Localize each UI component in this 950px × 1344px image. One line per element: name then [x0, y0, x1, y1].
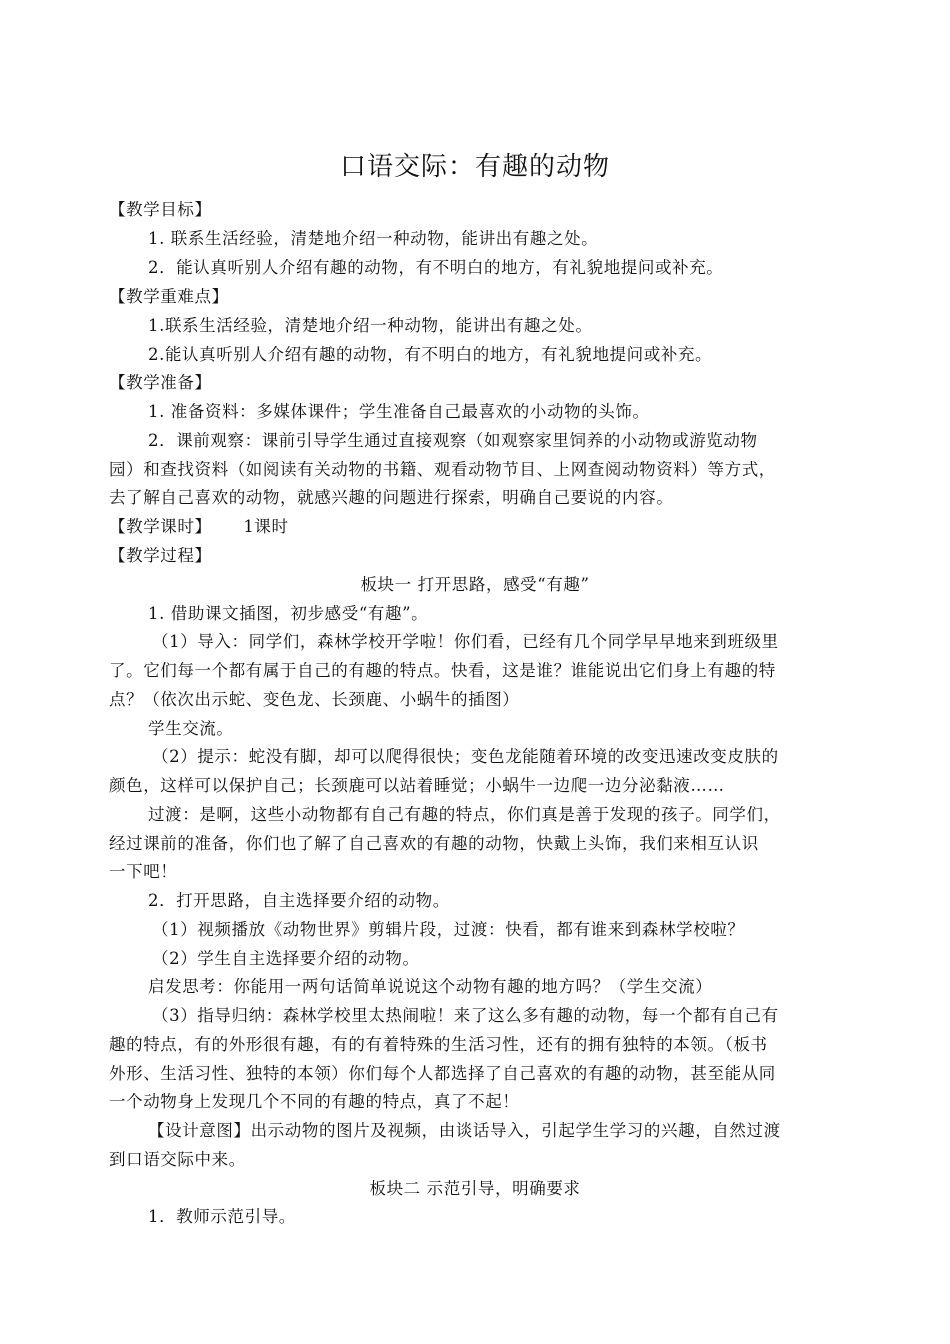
paragraph-line: 1. 借助课文插图，初步感受“有趣”。 [148, 604, 429, 623]
paragraph-line: （1）导入：同学们，森林学校开学啦！你们看，已经有几个同学早早地来到班级里 [152, 632, 779, 651]
section-heading-prep: 【教学准备】 [109, 373, 212, 392]
paragraph-line: 经过课前的准备，你们也了解了自己喜欢的有趣的动物，快戴上头饰，我们来相互认识 [109, 834, 759, 853]
paragraph-line: 学生交流。 [148, 719, 234, 738]
block-title: 板块二 示范引导，明确要求 [369, 1179, 581, 1198]
design-intent-line: 到口语交际中来。 [109, 1150, 246, 1169]
page-title: 口语交际：有趣的动物 [339, 152, 610, 182]
paragraph-line: 启发思考：你能用一两句话简单说说这个动物有趣的地方吗？（学生交流） [148, 977, 713, 996]
paragraph-line: 趣的特点，有的外形很有趣，有的有着特殊的生活习性，还有的拥有独特的本领。（板书 [109, 1035, 768, 1054]
keypoint-item: 2.能认真听别人介绍有趣的动物，有不明白的地方，有礼貌地提问或补充。 [148, 345, 713, 364]
paragraph-line: （1）视频播放《动物世界》剪辑片段，过渡：快看，都有谁来到森林学校啦？ [152, 920, 745, 939]
hours-label: 【教学课时】 [109, 517, 212, 536]
paragraph-line: 一下吧！ [109, 862, 178, 881]
keypoint-item: 1.联系生活经验，清楚地介绍一种动物，能讲出有趣之处。 [148, 316, 593, 335]
paragraph-line: 点？（依次出示蛇、变色龙、长颈鹿、小蜗牛的插图） [109, 690, 520, 709]
prep-item-line: 去了解自己喜欢的动物，就感兴趣的问题进行探索，明确自己要说的内容。 [109, 488, 674, 507]
paragraph-line: 一个动物身上发现几个不同的有趣的特点，真了不起！ [109, 1092, 520, 1111]
goal-item: 1. 联系生活经验，清楚地介绍一种动物，能讲出有趣之处。 [148, 229, 599, 248]
paragraph-line: 1．教师示范引导。 [148, 1207, 296, 1226]
design-intent-line: 【设计意图】出示动物的图片及视频，由谈话导入，引起学生学习的兴趣，自然过渡 [148, 1121, 781, 1140]
prep-item-line: 园）和查找资料（如阅读有关动物的书籍、观看动物节目、上网查阅动物资料）等方式， [109, 460, 776, 479]
section-heading-process: 【教学过程】 [109, 546, 212, 565]
paragraph-line: 外形、生活习性、独特的本领）你们每个人都选择了自己喜欢的有趣的动物，甚至能从同 [109, 1064, 776, 1083]
section-heading-hours [109, 513, 861, 537]
paragraph-line: 了。它们每一个都有属于自己的有趣的特点。快看，这是谁？谁能说出它们身上有趣的特 [109, 661, 776, 680]
paragraph-line: （2）学生自主选择要介绍的动物。 [152, 949, 420, 968]
block-title: 板块一 打开思路，感受“有趣” [360, 575, 590, 594]
paragraph-line: （3）指导归纳：森林学校里太热闹啦！来了这么多有趣的动物，每一个都有自己有 [152, 1006, 779, 1025]
hours-value: 1课时 [243, 517, 289, 536]
paragraph-line: 2．打开思路，自主选择要介绍的动物。 [148, 891, 450, 910]
prep-item-line: 2．课前观察：课前引导学生通过直接观察（如观察家里饲养的小动物或游览动物 [148, 431, 758, 450]
paragraph-line: 颜色，这样可以保护自己；长颈鹿可以站着睡觉；小蜗牛一边爬一边分泌黏液…… [109, 776, 725, 795]
paragraph-line: 过渡：是啊，这些小动物都有自己有趣的特点，你们真是善于发现的孩子。同学们， [148, 805, 781, 824]
paragraph-line: （2）提示：蛇没有脚，却可以爬得很快；变色龙能随着环境的改变迅速改变皮肤的 [152, 747, 779, 766]
section-heading-keypoints: 【教学重难点】 [109, 287, 229, 306]
goal-item: 2．能认真听别人介绍有趣的动物，有不明白的地方，有礼貌地提问或补充。 [148, 258, 724, 277]
section-heading-goals: 【教学目标】 [109, 200, 212, 219]
prep-item: 1. 准备资料：多媒体课件；学生准备自己最喜欢的小动物的头饰。 [148, 402, 650, 421]
